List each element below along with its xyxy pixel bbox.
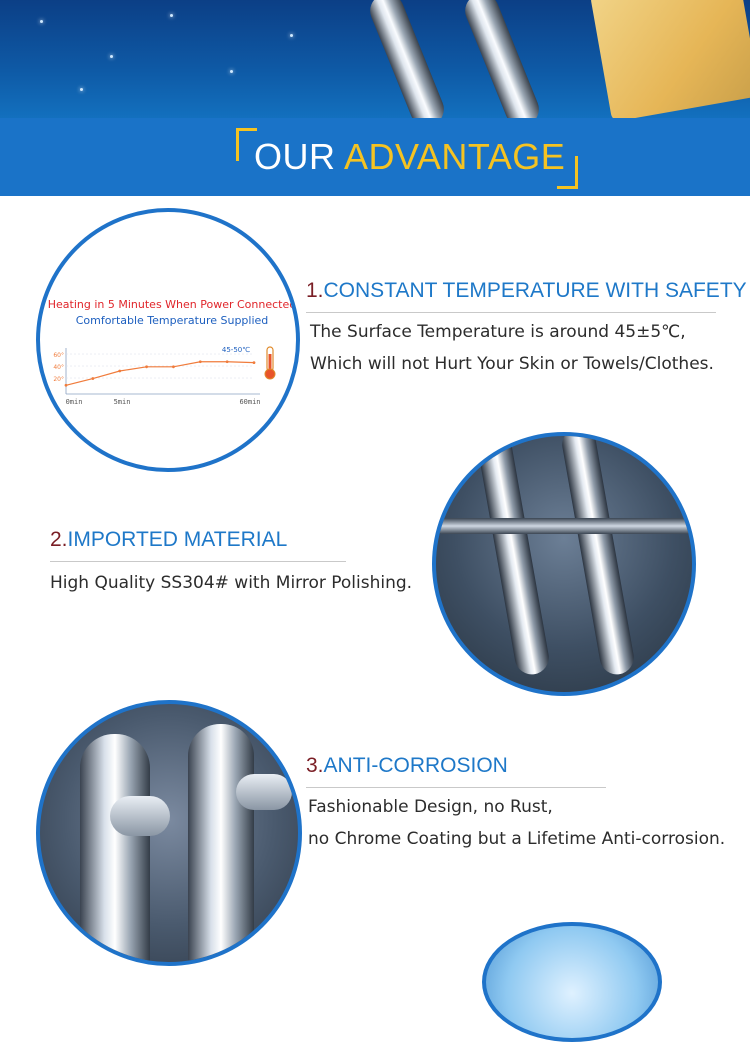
next-feature-photo (482, 922, 662, 1042)
chart-title: Heating in 5 Minutes When Power Connected (47, 298, 297, 311)
sparkle (170, 14, 173, 17)
chart-y-tick-label: 20° (53, 376, 64, 383)
banner-title-white: OUR (254, 136, 336, 177)
chart-subtitle: Comfortable Temperature Supplied (75, 314, 269, 327)
chart-point (226, 360, 229, 363)
steel-crossbar (436, 518, 696, 534)
chart-point (65, 384, 68, 387)
towel-image (590, 0, 750, 118)
temperature-chart-circle (36, 208, 300, 472)
chart-y-tick-label: 40° (53, 364, 64, 371)
temperature-chart (40, 342, 300, 422)
sparkle (80, 88, 83, 91)
chart-series-line (66, 362, 254, 386)
feature-title: ANTI-CORROSION (323, 754, 508, 777)
chart-point (199, 360, 202, 363)
towel-rail-bar (460, 0, 544, 118)
sparkle (290, 34, 293, 37)
steel-post (80, 734, 150, 966)
mirror-polished-rails-photo (432, 432, 696, 696)
feature-title: IMPORTED MATERIAL (67, 528, 288, 551)
steel-tube (475, 432, 552, 677)
chart-point (91, 377, 94, 380)
divider (50, 561, 346, 562)
feature-3-heading (306, 753, 508, 779)
chart-point (118, 370, 121, 373)
chart-y-tick-label: 60° (53, 352, 64, 359)
chart-x-tick-label: 5min (113, 398, 131, 406)
sparkle (110, 55, 113, 58)
feature-number: 1. (306, 279, 324, 302)
chart-x-tick-label: 60min (239, 398, 261, 406)
banner-title (254, 135, 565, 179)
feature-title: CONSTANT TEMPERATURE WITH SAFETY (323, 279, 747, 302)
feature-1-line-1: The Surface Temperature is around 45±5℃, (310, 322, 686, 342)
chart-x-tick-label: 0min (65, 398, 83, 406)
steel-connector (236, 774, 292, 810)
hero-image (0, 0, 750, 118)
feature-number: 3. (306, 754, 324, 777)
anti-corrosion-rail-photo (36, 700, 302, 966)
feature-1-heading (306, 278, 747, 304)
feature-3-line-1: Fashionable Design, no Rust, (308, 797, 553, 817)
divider (306, 787, 606, 788)
divider (306, 312, 716, 313)
steel-tube (560, 432, 637, 677)
banner-title-yellow: ADVANTAGE (344, 136, 566, 177)
chart-point (172, 365, 175, 368)
steel-post (188, 724, 254, 966)
chart-point (145, 365, 148, 368)
feature-1-line-2: Which will not Hurt Your Skin or Towels/Clothes. (310, 354, 714, 374)
feature-3-line-2: no Chrome Coating but a Lifetime Anti-corrosion. (308, 829, 726, 849)
towel-rail-bar (365, 0, 449, 118)
thermometer-icon (264, 346, 276, 380)
steel-connector (110, 796, 170, 836)
feature-2-heading (50, 527, 287, 553)
sparkle (230, 70, 233, 73)
chart-annotation: 45-50℃ (221, 346, 251, 354)
feature-2-line-1: High Quality SS304# with Mirror Polishing. (50, 573, 413, 593)
feature-number: 2. (50, 528, 68, 551)
chart-point (253, 361, 256, 364)
sparkle (40, 20, 43, 23)
